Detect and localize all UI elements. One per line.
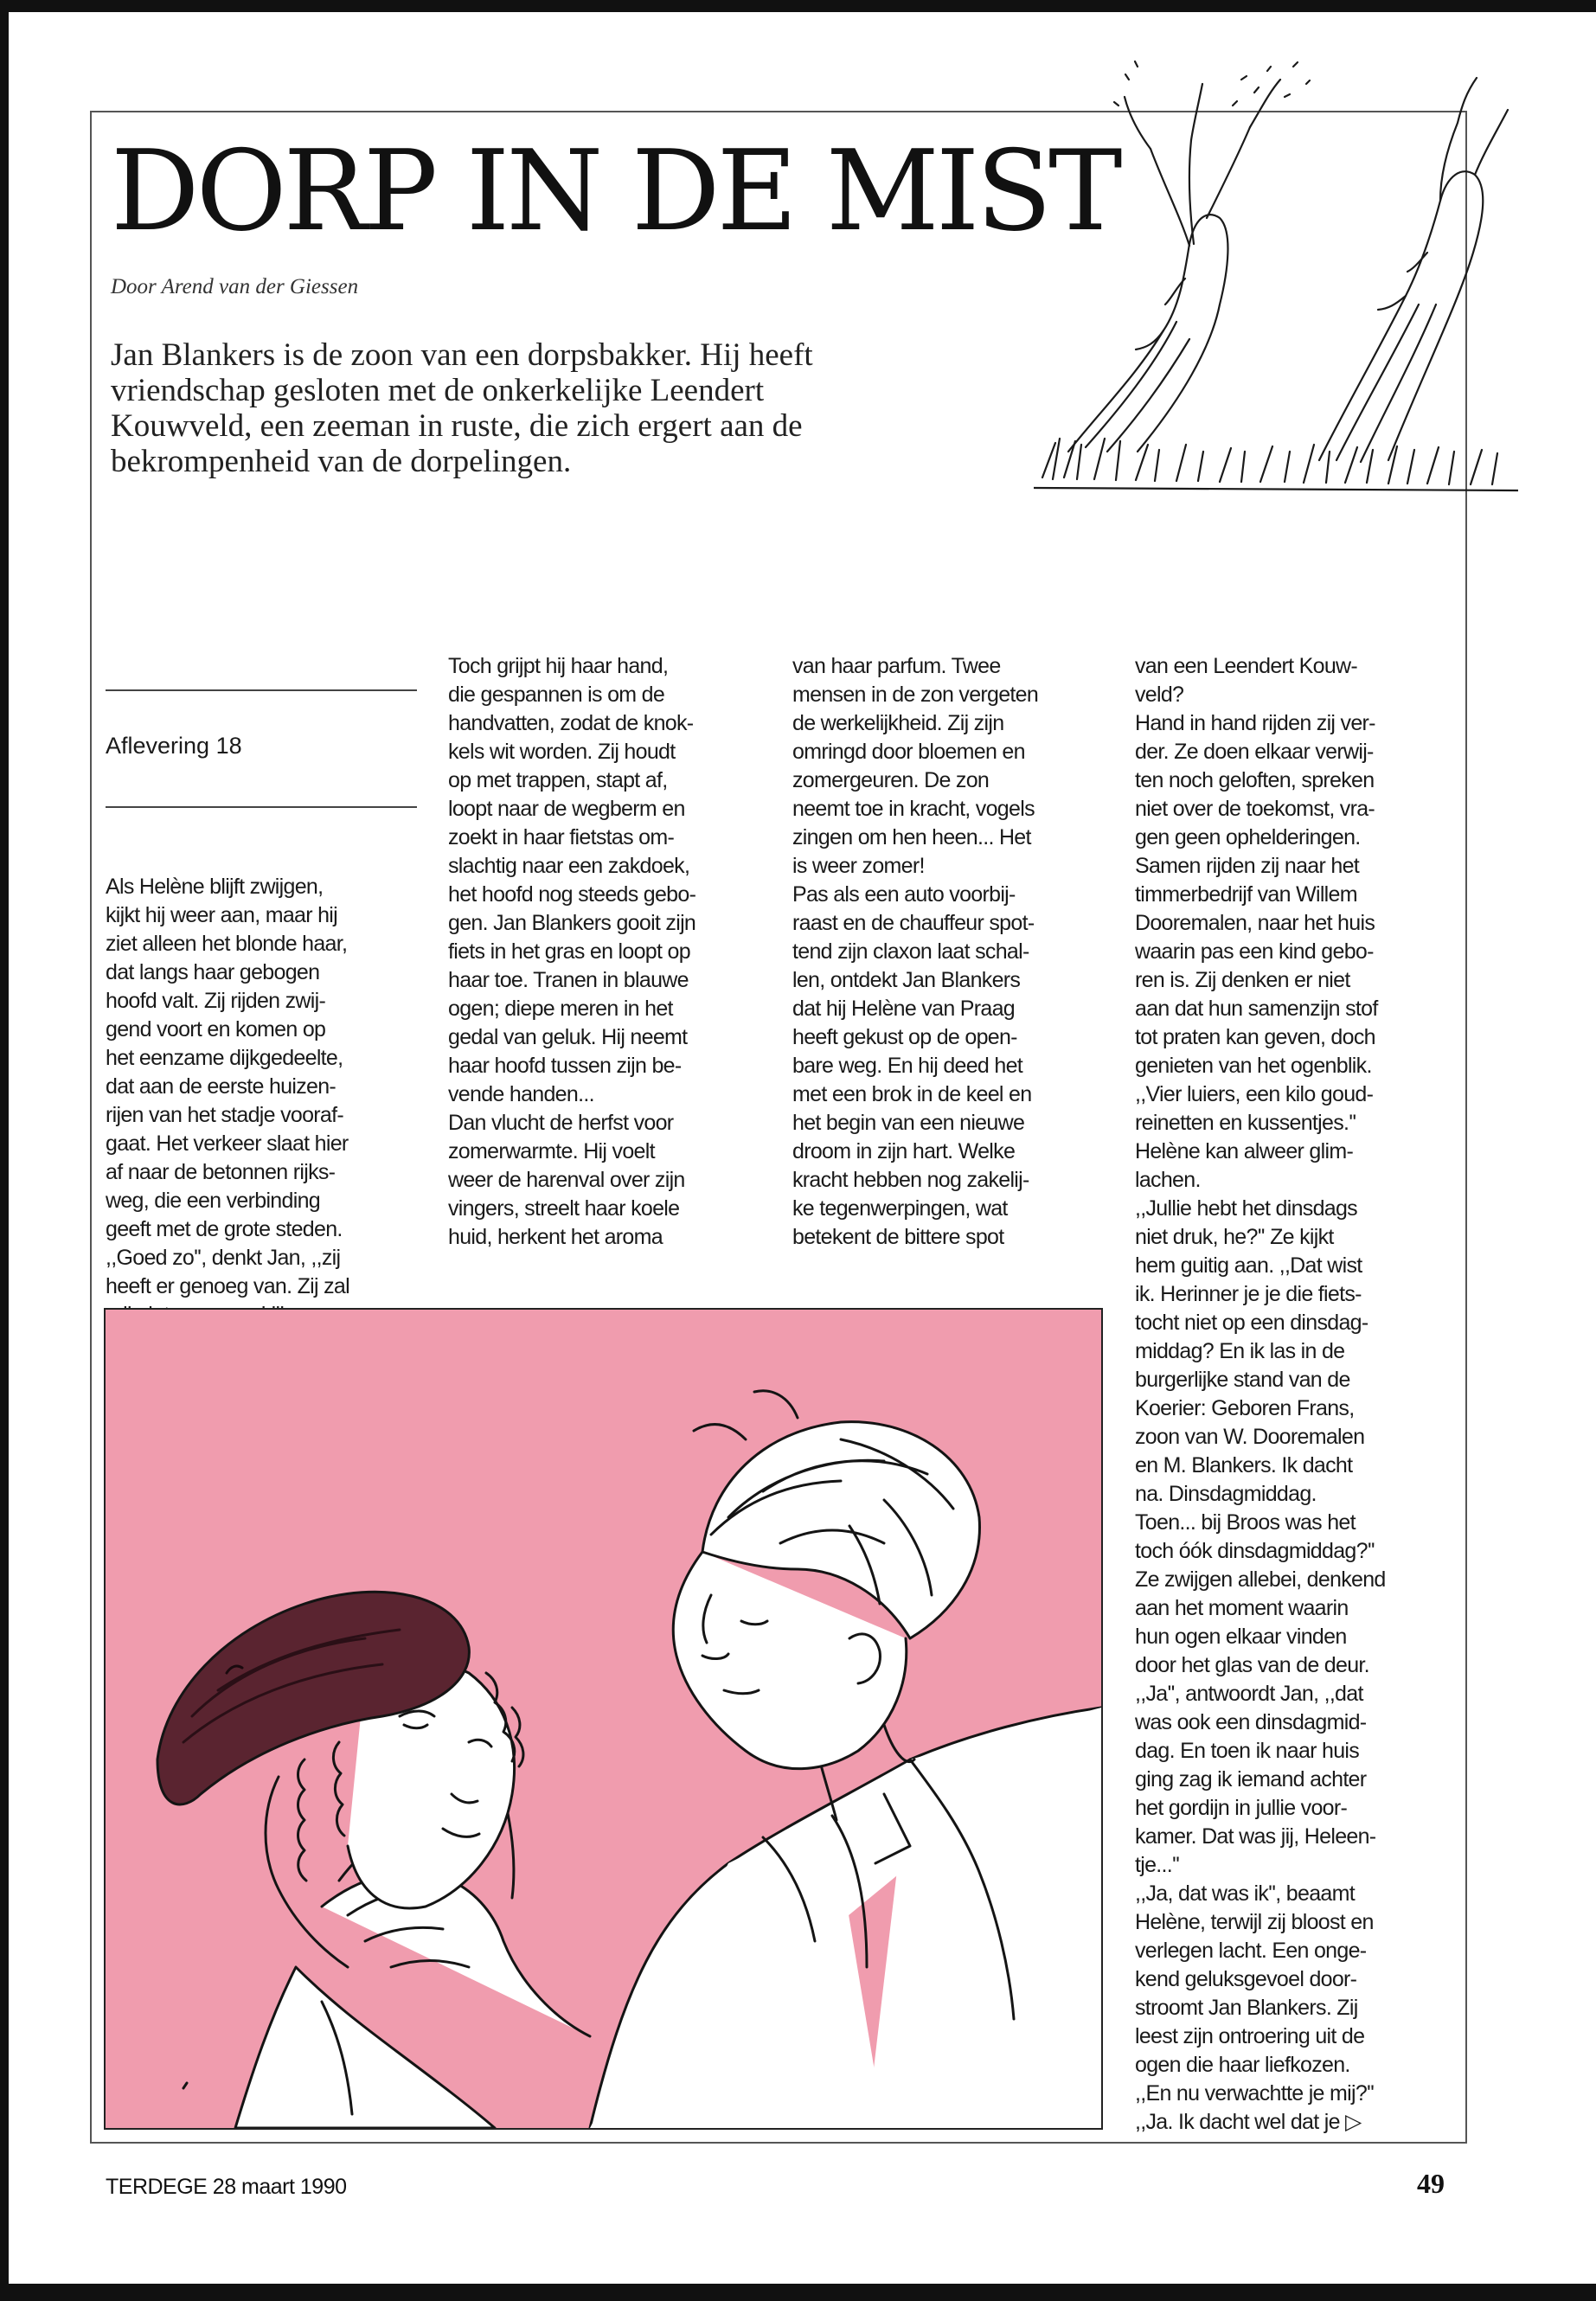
episode-label: Aflevering 18: [106, 733, 242, 759]
tree-illustration: [1034, 45, 1518, 516]
column-3-text: van haar parfum. Twee mensen in de zon vergeten de werkelijkheid. Zij zijn omringd door bloemen en zomergeuren. De zon neemt toe in kracht, vogels zingen om hen heen... Het is weer zomer! Pas als een auto voorbij- raast en de chauffeur spot- tend zijn claxon laat schal- len, ontdekt Jan Blankers dat hij Helène van Praag heeft gekust op de open- bare weg. En hij deed het met een brok in de keel en het begin van een nieuwe droom in zijn hart. Welke kracht hebben nog zakelij- ke tegenwerpingen, wat betekent de bittere spot: [792, 654, 1039, 1249]
column-4-text: van een Leendert Kouw- veld? Hand in hand rijden zij ver- der. Ze doen elkaar verwij- ten noch geloften, spreken niet over de toekomst, vra- gen geen ophelderingen. Samen rijden zij naar het timmerbedrijf van Willem Dooremalen, naar het huis waarin pas een kind gebo- ren is. Zij denken er niet aan dat hun samenzijn stof tot praten kan geven, doch genieten van het ogenblik. ,,Vier luiers, een kilo goud- reinetten en kussentjes.'' Helène kan alweer glim- lachen. ,,Jullie hebt het dinsdags niet druk, he?'' Ze kijkt hem guitig aan. ,,Dat wist ik. Herinner je je die fiets- tocht niet op een dinsdag- middag? En ik las in de burgerlijke stand van de Koerier: Geboren Frans, zoon van W. Dooremalen en M. Blankers. Ik dacht na. Dinsdagmiddag. Toen... bij Broos was het toch óók dinsdagmiddag?'' Ze zwijgen allebei, denkend aan het moment waarin hun ogen elkaar vinden door het glas van de deur. ,,Ja'', antwoordt Jan, ,,dat was ook een dinsdagmid- dag. En toen ik naar huis ging zag ik iemand achter het gordijn in jullie voor- kamer. Dat was jij, Heleen- tje...'' ,,Ja, dat was ik'', beaamt Helène, terwijl zij bloost en verlegen lacht. Een onge- kend geluksgevoel door- stroomt Jan Blankers. Zij leest zijn ontroering uit de ogen die haar liefkozen. ,,En nu verwachtte je mij?'' ,,Ja. Ik dacht wel dat je ▷: [1135, 654, 1386, 2134]
publication-footer: TERDEGE 28 maart 1990: [106, 2175, 347, 2199]
episode-rule-bottom: [106, 806, 417, 808]
couple-illustration: [104, 1308, 1103, 2130]
column-1-text: Als Helène blijft zwijgen, kijkt hij weer aan, maar hij ziet alleen het blonde haar, dat langs haar gebogen hoofd valt. Zij rijden zwij- gend voort en komen op het eenzame dijkgedeelte, dat aan de eerste huizen- rijen van het stadje vooraf- gaat. Het verkeer slaat hier af naar de betonnen rijks- weg, die een verbinding geeft met de grote steden. ,,Goed zo'', denkt Jan, ,,zij heeft er genoeg van. Zij zal: [106, 875, 349, 1298]
article-title: DORP IN DE MIST: [111, 127, 1119, 256]
article-byline: Door Arend van der Giessen: [111, 275, 359, 298]
episode-rule-top: [106, 689, 417, 691]
scan-left-edge: [0, 0, 9, 2301]
text-column-1: [106, 656, 417, 1415]
page-number: 49: [1417, 2168, 1445, 2199]
column-2-text: Toch grijpt hij haar hand, die gespannen is om de handvatten, zodat de knok- kels wit worden. Zij houdt op met trappen, stapt af, loopt naar de wegberm en zoekt in haar fietstas om- slachtig naar een zakdoek, het hoofd nog steeds gebo- gen. Jan Blankers gooit zijn fiets in het gras en loopt op haar toe. Tranen in blauwe ogen; diepe meren in het gedal van geluk. Hij neemt haar hoofd tussen zijn be- vende handen... Dan vlucht de herfst voor zomerwarmte. Hij voelt weer de harenval over zijn vingers, streelt haar koele huid, herkent het aroma: [448, 654, 696, 1249]
scan-bottom-edge: [0, 2284, 1596, 2301]
scan-top-edge: [0, 0, 1596, 12]
article-intro: Jan Blankers is de zoon van een dorpsbakker. Hij heeft vriendschap gesloten met de onkerkelijke Leendert Kouwveld, een zeeman in ruste, die zich ergert aan de bekrompenheid van de dorpelingen.: [111, 337, 813, 479]
